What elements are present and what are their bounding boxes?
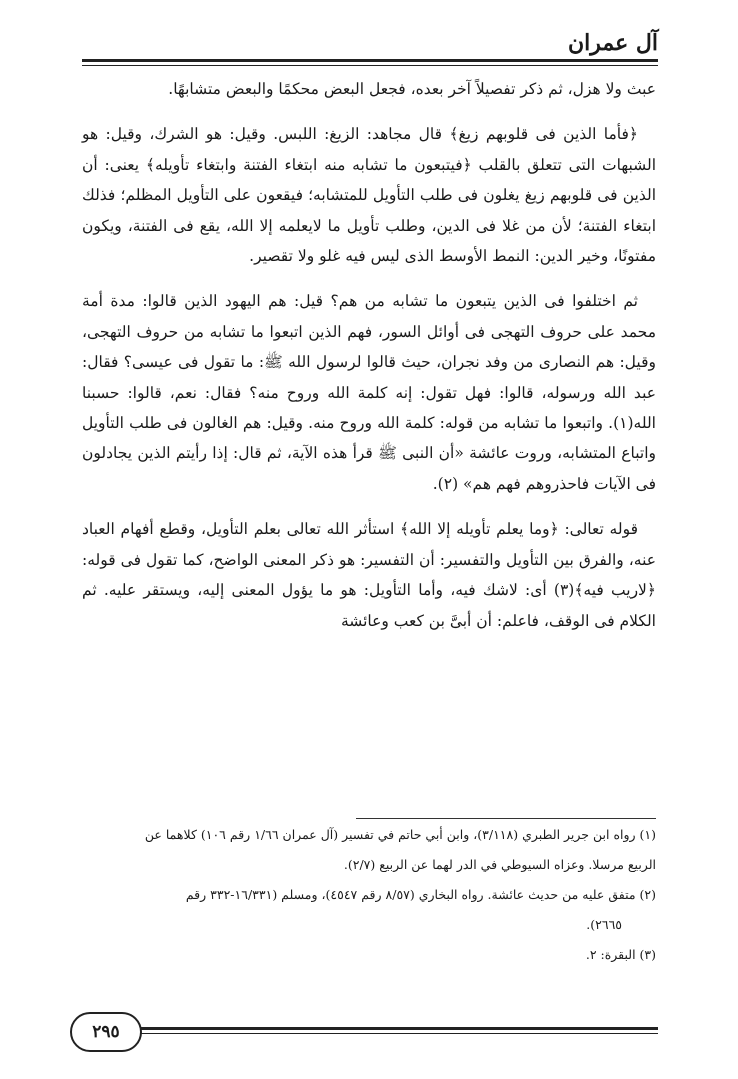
page-header xyxy=(82,28,658,64)
paragraph-2: ﴿فأما الذين فى قلوبهم زيغ﴾ قال مجاهد: الزيغ: اللبس. وقيل: هو الشرك، وقيل: هو الشبهات التى تتعلق بالقلب ﴿فيتبعون ما تشابه منه ابتغاء الفتنة وابتغاء تأويله﴾ يعنى: أن الذين فى قلوبهم زيغ يغلون فى طلب التأويل للمتشابه؛ فيقعون على التأويل المظلم؛ فذلك ابتغاء الفتنة؛ لأن من غلا فى الدين، وطلب تأويل ما لايعلمه إلا الله، يقع فى الفتنة، ويكون مفتونًا، وخير الدين: النمط الأوسط الذى ليس فيه غلو ولا تقصير. xyxy=(82,125,656,266)
header-rule-thin xyxy=(82,65,658,66)
page-footer xyxy=(70,1012,658,1052)
footnote-1-continued: الربيع مرسلا. وعزاه السيوطي في الدر لهما عن الربيع (٢/٧). xyxy=(343,857,656,872)
footnotes xyxy=(82,820,656,970)
paragraph-3: ثم اختلفوا فى الذين يتبعون ما تشابه من هم؟ قيل: هم اليهود الذين قالوا: مدة أمة محمد على حروف التهجى فى أوائل السور، فهم الذين اتبعوا ما تشابه من حروف التهجى، وقيل: هم النصارى من وفد نجران، حيث قالوا لرسول الله ﷺ: ما تقول فى عيسى؟ فقال: عبد الله ورسوله، قالوا: فهل تقول: إنه كلمة الله وروح منه؟ فقال: نعم، قالوا: حسبنا الله(١). واتبعوا ما تشابه من قوله: كلمة الله وروح منه. وقيل: هم الغالون فى طلب التأويل واتباع المتشابه، وروت عائشة «أن النبى ﷺ قرأ هذه الآية، ثم قال: إذا رأيتم الذين يجادلون فى الآيات فاحذروهم فهم هم» (٢). xyxy=(82,292,656,493)
footnote-1: (١) رواه ابن جرير الطبري (٣/١١٨)، وابن أبي حاتم في تفسير (آل عمران ١/٦٦ رقم ١٠٦) كلاهما عن xyxy=(144,827,656,842)
paragraph-4: قوله تعالى: ﴿وما يعلم تأويله إلا الله﴾ استأثر الله تعالى بعلم التأويل، وقطع أفهام العباد عنه، والفرق بين التأويل والتفسير: أن التفسير: هو ذكر المعنى الواضح، كما تقول فى قوله: ﴿لاريب فيه﴾(٣) أى: لاشك فيه، وأما التأويل: هو ما يؤول المعنى إليه، ويستقر عليه. ثم الكلام فى الوقف، فاعلم: أن أبىَّ بن كعب وعائشة xyxy=(82,520,656,630)
footnote-2-continued: ٢٦٦٥). xyxy=(586,917,622,932)
page-number: ٢٩٥ xyxy=(70,1012,142,1052)
paragraph-1: عبث ولا هزل، ثم ذكر تفصيلاً آخر بعده، فجعل البعض محكمًا والبعض متشابهًا. xyxy=(168,80,656,98)
footer-rule xyxy=(140,1027,658,1030)
footnote-separator xyxy=(356,818,656,819)
header-rule xyxy=(82,59,658,62)
footnote-2: (٢) متفق عليه من حديث عائشة. رواه البخاري (٨/٥٧ رقم ٤٥٤٧)، ومسلم (١٦/٣٣١-٣٣٢ رقم xyxy=(185,887,656,902)
footnote-3: (٣) البقرة: ٢. xyxy=(585,947,656,962)
running-title: آل عمران xyxy=(567,30,658,56)
main-text xyxy=(82,74,656,651)
footer-rule-thin xyxy=(140,1033,658,1034)
